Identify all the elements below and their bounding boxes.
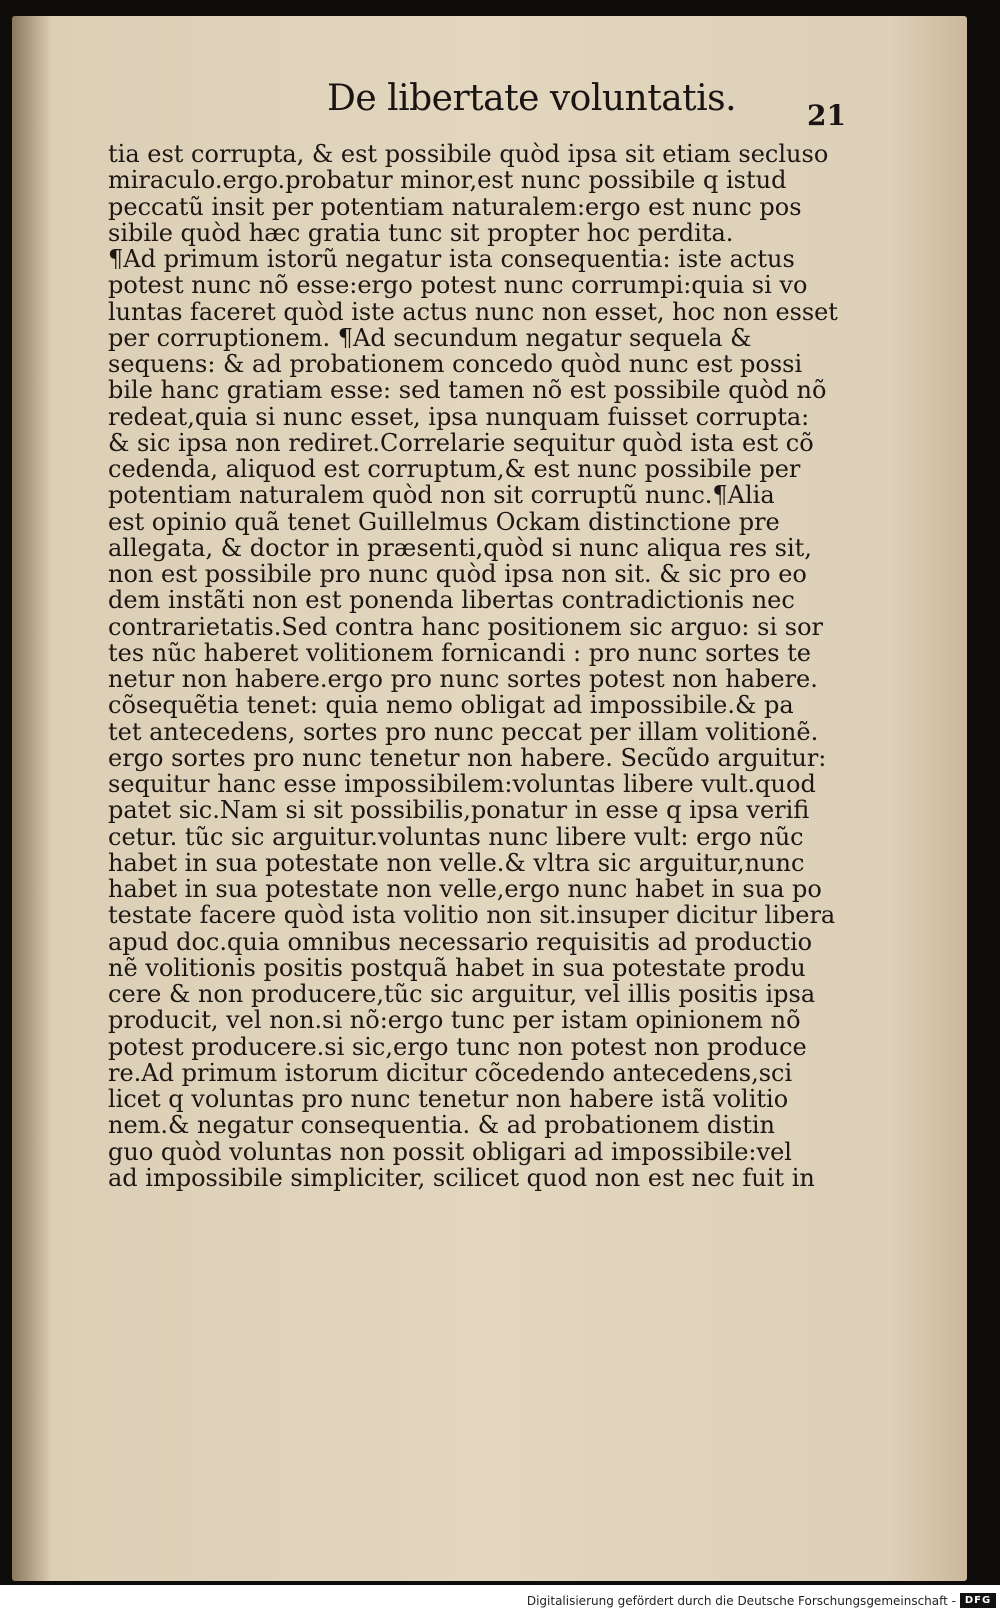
text-line: potentiam naturalem quòd non sit corruptũ nunc.¶Alia: [108, 481, 775, 510]
text-line: sequens: & ad probationem concedo quòd nunc est possi: [108, 350, 803, 378]
text-line: tia est corrupta, & est possibile quòd ipsa sit etiam secluso: [108, 140, 829, 168]
text-line: peccatũ insit per potentiam naturalem:ergo est nunc pos: [108, 192, 802, 221]
funding-credit: Digitalisierung gefördert durch die Deutsche Forschungsgemeinschaft -: [526, 1594, 956, 1608]
text-line: cere & non producere,tũc sic arguitur, vel illis positis ipsa: [108, 980, 816, 1008]
text-line: potest nunc nõ esse:ergo potest nunc corrumpi:quia si vo: [108, 271, 808, 300]
text-line: cõsequẽtia tenet: quia nemo obligat ad impossibile.& pa: [108, 691, 794, 720]
text-line: & sic ipsa non rediret.Correlarie sequitur quòd ista est cõ: [108, 428, 814, 457]
footer-bar: [0, 1588, 1000, 1615]
text-line: tes nũc haberet volitionem fornicandi : pro nunc sortes te: [108, 638, 811, 667]
folio-number: 21: [807, 99, 846, 132]
text-line: cedenda, aliquod est corruptum,& est nunc possibile per: [108, 455, 801, 483]
text-line: potest producere.si sic,ergo tunc non potest non produce: [108, 1032, 807, 1061]
dfg-logo: DFG: [960, 1593, 996, 1608]
text-line: guo quòd voluntas non possit obligari ad impossibile:vel: [108, 1137, 792, 1166]
running-head: De libertate voluntatis.: [327, 78, 737, 119]
text-line: habet in sua potestate non velle,ergo nunc habet in sua po: [108, 875, 822, 903]
text-line: sequitur hanc esse impossibilem:voluntas libere vult.quod: [108, 770, 816, 798]
book-page: [12, 16, 967, 1581]
text-line: miraculo.ergo.probatur minor,est nunc possibile q istud: [108, 166, 787, 195]
text-line: ¶Ad primum istorũ negatur ista consequentia: iste actus: [108, 245, 795, 273]
text-line: allegata, & doctor in præsenti,quòd si nunc aliqua res sit,: [108, 533, 812, 562]
text-line: apud doc.quia omnibus necessario requisitis ad productio: [108, 927, 813, 956]
text-line: est opinio quã tenet Guillelmus Ockam distinctione pre: [108, 507, 780, 536]
text-line: ergo sortes pro nunc tenetur non habere. Secũdo arguitur:: [108, 743, 827, 772]
text-line: redeat,quia si nunc esset, ipsa nunquam fuisset corrupta:: [108, 402, 810, 431]
text-line: dem instãti non est ponenda libertas contradictionis nec: [108, 586, 795, 615]
text-line: patet sic.Nam si sit possibilis,ponatur in esse q ipsa verifi: [108, 796, 810, 825]
text-line: nẽ volitionis positis postquã habet in sua potestate produ: [108, 953, 806, 982]
text-line: non est possibile pro nunc quòd ipsa non sit. & sic pro eo: [108, 560, 807, 588]
text-line: bile hanc gratiam esse: sed tamen nõ est possibile quòd nõ: [108, 376, 827, 405]
text-line: luntas faceret quòd iste actus nunc non esset, hoc non esset: [108, 297, 838, 326]
text-line: nem.& negatur consequentia. & ad probationem distin: [108, 1111, 776, 1140]
text-line: re.Ad primum istorum dicitur cõcedendo antecedens,sci: [108, 1058, 793, 1087]
text-line: licet q voluntas pro nunc tenetur non habere istã volitio: [108, 1085, 789, 1113]
text-line: contrarietatis.Sed contra hanc positionem sic arguo: si sor: [108, 612, 823, 641]
text-line: testate facere quòd ista volitio non sit.insuper dicitur libera: [108, 901, 836, 930]
text-line: habet in sua potestate non velle.& vltra sic arguitur,nunc: [108, 848, 805, 877]
text-line: producit, vel non.si nõ:ergo tunc per istam opinionem nõ: [108, 1006, 801, 1035]
text-line: netur non habere.ergo pro nunc sortes potest non habere.: [108, 665, 818, 693]
text-line: per corruptionem. ¶Ad secundum negatur sequela &: [108, 323, 752, 352]
body-text: [108, 141, 838, 1191]
text-line: tet antecedens, sortes pro nunc peccat per illam volitionẽ.: [108, 717, 819, 746]
text-line: ad impossibile simpliciter, scilicet quod non est nec fuit in: [108, 1163, 815, 1192]
text-line: sibile quòd hæc gratia tunc sit propter hoc perdita.: [108, 218, 734, 247]
text-line: cetur. tũc sic arguitur.voluntas nunc libere vult: ergo nũc: [108, 822, 804, 851]
